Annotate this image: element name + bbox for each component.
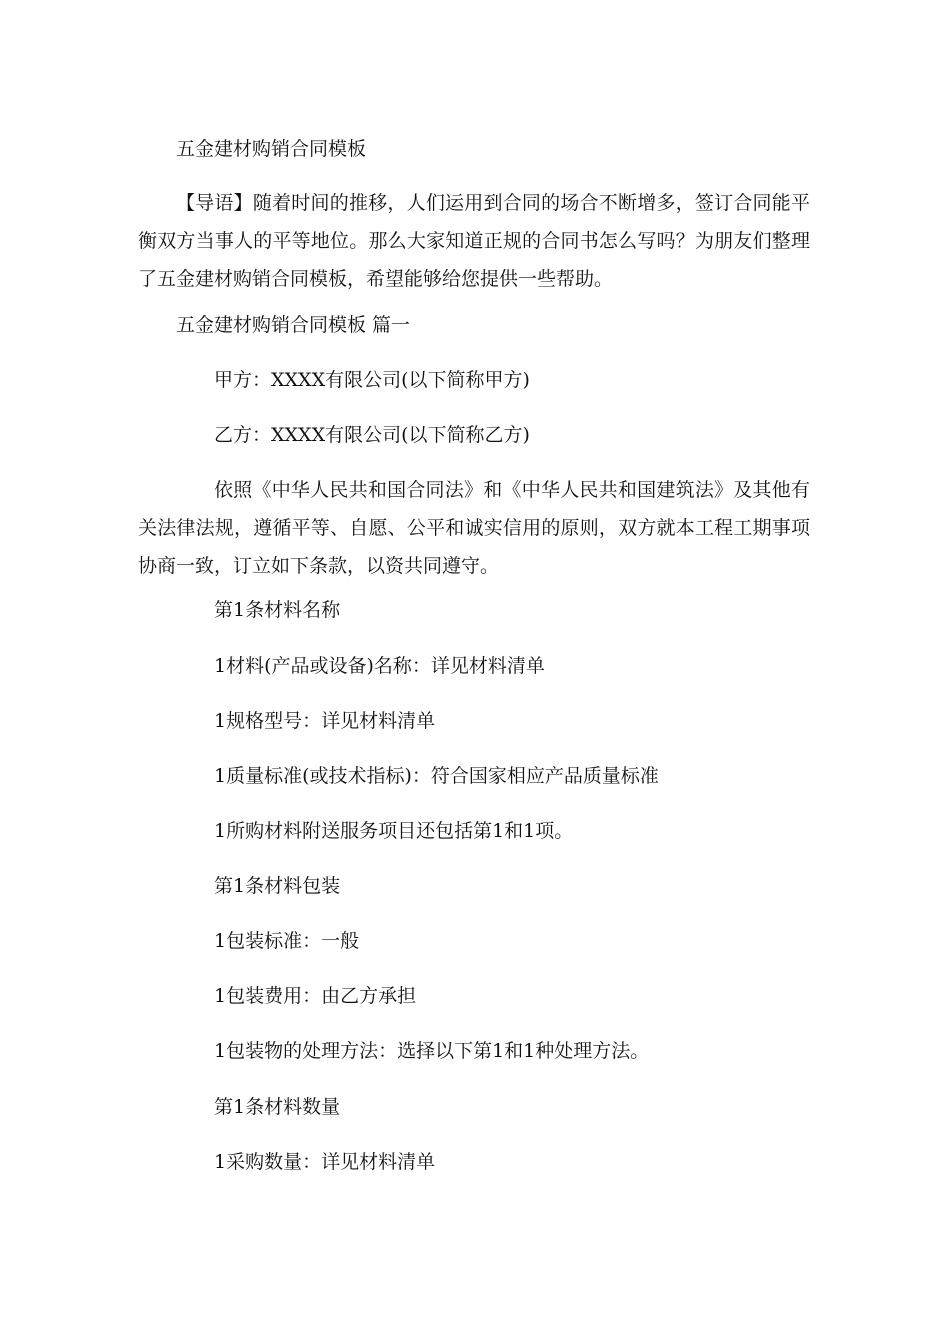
clause-item: 1规格型号：详见材料清单 <box>214 710 436 732</box>
preamble-paragraph: 依照《中华人民共和国合同法》和《中华人民共和国建筑法》及其他有关法律法规，遵循平等、自愿、公平和诚实信用的原则，双方就本工程工期事项协商一致，订立如下条款，以资共同遵守。 <box>138 479 810 577</box>
party-b: 乙方：XXXX有限公司(以下简称乙方) <box>214 424 530 446</box>
clause-heading: 第1条材料数量 <box>214 1096 341 1118</box>
document-title: 五金建材购销合同模板 <box>176 138 367 160</box>
clause-item: 1材料(产品或设备)名称：详见材料清单 <box>214 655 545 677</box>
clause-item: 1包装标准：一般 <box>214 930 360 952</box>
section-heading: 五金建材购销合同模板 篇一 <box>176 314 411 336</box>
clause-item: 1包装物的处理方法：选择以下第1和1种处理方法。 <box>214 1040 650 1062</box>
clause-item: 1采购数量：详见材料清单 <box>214 1151 436 1173</box>
intro-paragraph: 【导语】随着时间的推移，人们运用到合同的场合不断增多，签订合同能平衡双方当事人的平等地位。那么大家知道正规的合同书怎么写吗？为朋友们整理了五金建材购销合同模板，希望能够给您提供一些帮助。 <box>138 192 810 290</box>
clause-item: 1所购材料附送服务项目还包括第1和1项。 <box>214 820 574 842</box>
clause-item: 1质量标准(或技术指标)：符合国家相应产品质量标准 <box>214 765 659 787</box>
party-a: 甲方：XXXX有限公司(以下简称甲方) <box>214 369 530 391</box>
clause-item: 1包装费用：由乙方承担 <box>214 985 417 1007</box>
clause-heading: 第1条材料名称 <box>214 599 341 621</box>
clause-heading: 第1条材料包装 <box>214 875 341 897</box>
